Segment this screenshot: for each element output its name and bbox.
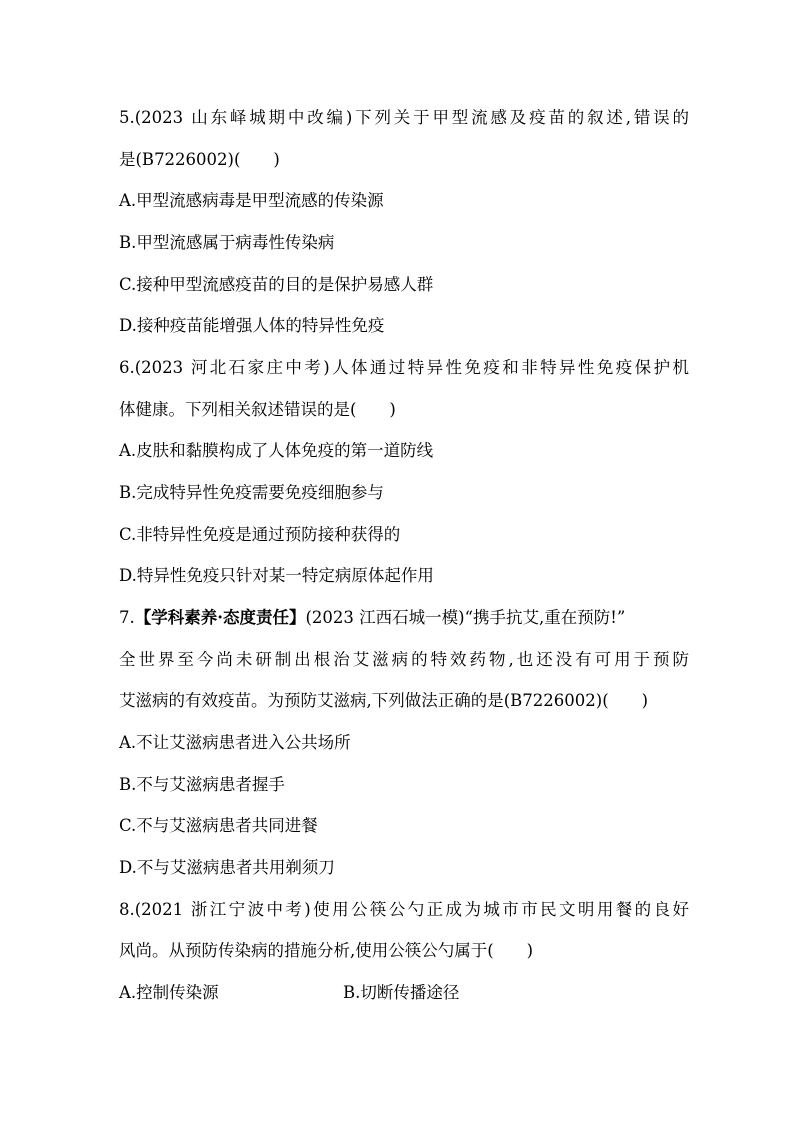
question-7-number: 7.	[119, 608, 135, 627]
question-7-stem-line-3: 艾滋病的有效疫苗。为预防艾滋病,下列做法正确的是(B7226002)( )	[119, 691, 649, 710]
question-6-option-a: A.皮肤和黏膜构成了人体免疫的第一道防线	[119, 441, 434, 460]
question-7-literacy-tag: 【学科素养·态度责任】	[134, 608, 306, 627]
question-7-stem-line-1	[119, 606, 689, 630]
question-5-option-d: D.接种疫苗能增强人体的特异性免疫	[119, 316, 385, 335]
question-5-stem-line-1: 5.(2023 山东峄城期中改编)下列关于甲型流感及疫苗的叙述,错误的	[119, 108, 689, 127]
question-5-option-b: B.甲型流感属于病毒性传染病	[119, 233, 335, 252]
question-8-stem-line-2: 风尚。从预防传染病的措施分析,使用公筷公勺属于( )	[119, 941, 534, 960]
question-7-option-d: D.不与艾滋病患者共用剃须刀	[119, 858, 335, 877]
question-6-option-d: D.特异性免疫只针对某一特定病原体起作用	[119, 566, 434, 585]
question-8-options-row	[119, 981, 689, 1005]
question-6-option-b: B.完成特异性免疫需要免疫细胞参与	[119, 483, 384, 502]
question-7-option-a: A.不让艾滋病患者进入公共场所	[119, 733, 351, 752]
question-5-option-c: C.接种甲型流感疫苗的目的是保护易感人群	[119, 275, 434, 294]
question-8-option-b: B.切断传播途径	[343, 983, 460, 1002]
question-7-stem-line-2: 全世界至今尚未研制出根治艾滋病的特效药物,也还没有可用于预防	[119, 650, 689, 669]
question-6-stem-line-1: 6.(2023 河北石家庄中考)人体通过特异性免疫和非特异性免疫保护机	[119, 358, 689, 377]
question-6-stem-line-2: 体健康。下列相关叙述错误的是( )	[119, 400, 396, 419]
question-6-option-c: C.非特异性免疫是通过预防接种获得的	[119, 525, 401, 544]
question-7-option-c: C.不与艾滋病患者共同进餐	[119, 816, 318, 835]
question-7-source: (2023 江西石城一模)“携手抗艾,重在预防!”	[305, 608, 626, 627]
question-5-stem-line-2: 是(B7226002)( )	[119, 150, 280, 169]
question-7-option-b: B.不与艾滋病患者握手	[119, 775, 285, 794]
question-8-option-a: A.控制传染源	[119, 983, 219, 1002]
question-5-option-a: A.甲型流感病毒是甲型流感的传染源	[119, 191, 384, 210]
question-8-stem-line-1: 8.(2021 浙江宁波中考)使用公筷公勺正成为城市市民文明用餐的良好	[119, 900, 689, 919]
